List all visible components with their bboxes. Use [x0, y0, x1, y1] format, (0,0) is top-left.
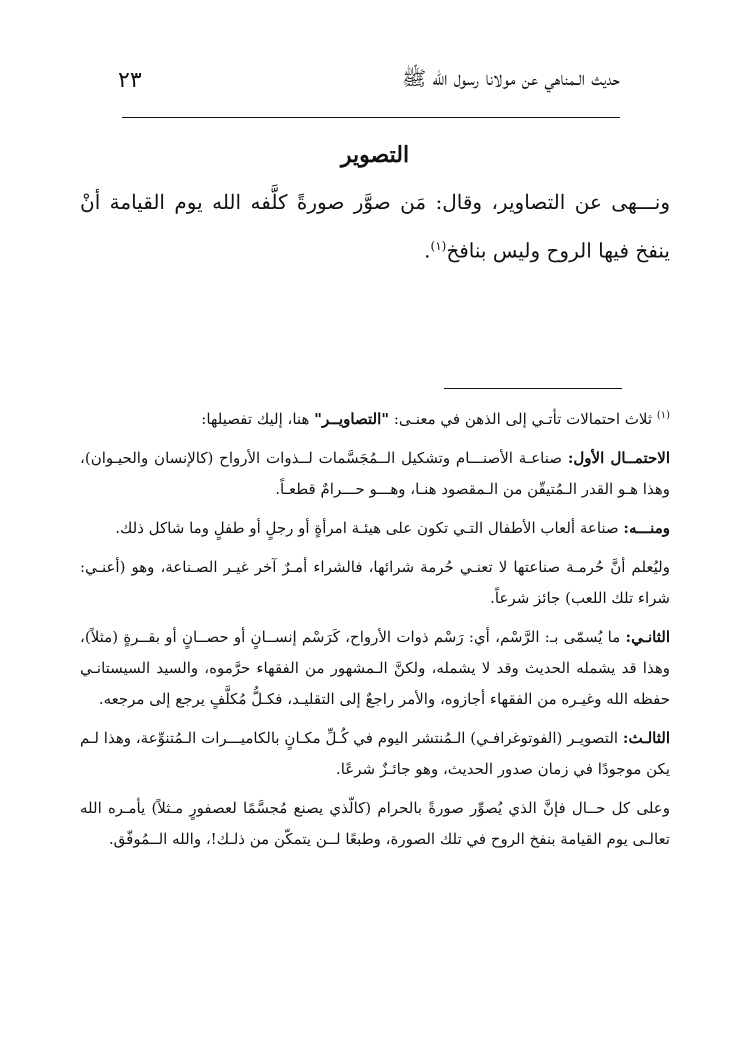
running-title: حديث الـمناهي عن مولانا رسول الله ﷺ [401, 65, 620, 90]
footnote-intro-after: هنا، إليك تفصيلها: [201, 410, 315, 428]
main-text-end: . [424, 238, 431, 263]
section-title: التصوير [340, 142, 410, 168]
footnote-third-text: وليُعلم أنَّ حُرمـة صناعتها لا تعنـي حُرمة شرائها، فالشراء أمـرٌ آخر غيـر الصـناعة، وهو (أعنـي: شراء تلك اللعب) جائز شرعاً. [80, 558, 670, 607]
footnote-fifth-text: التصويـر (الفوتوغرافـي) الـمُنتشر اليوم في كُـلِّ مكـانٍ بالكاميـــرات الـمُتنوِّعة، وهذا لـم يكن موجودًا في زمان صدور الحديث، وهو جائـزٌ شرعًا. [80, 729, 670, 778]
footnote-first-label: الاحتمــال الأول: [567, 449, 670, 467]
footnote-paragraph-second [80, 513, 670, 544]
footnote-paragraph-fourth [80, 622, 670, 715]
main-text-body: ونـــهى عن التصاوير، وقال: مَن صوَّر صورةً كلَّفه الله يوم القيامة أنْ ينفخ فيها الروح وليس بنافخ [80, 190, 670, 263]
footnote-sixth-text: وعلى كل حــال فإنَّ الذي يُصوِّر صورةً بالحرام (كالّذي يصنع مُجسَّمًا لعصفورٍ مـثلاً) يأمـره الله تعالـى يوم القيامة بنفخ الروح في تلك الصورة، وطبعًا لــن يتمكّن من ذلـك!، والله الــمُوفّق. [80, 799, 670, 848]
footnote-second-text: صناعة ألعاب الأطفال التـي تكون على هيئـة امرأةٍ أو رجلٍ أو طفلٍ وما شاكل ذلك. [115, 519, 624, 537]
footnotes [80, 400, 670, 863]
page-number: ٢٣ [118, 67, 142, 93]
footnote-first-text: صناعـة الأصنـــام وتشكيل الــمُجَسَّمات لــذوات الأرواح (كالإنسان والحيـوان)، وهذا هـو القدر الـمُتيقّن من الـمقصود هنـا، وهـــو حـــرامٌ قطعـاً. [80, 449, 670, 498]
footnote-paragraph-fifth [80, 723, 670, 785]
main-text [80, 180, 670, 273]
footnote-reference[interactable]: (١) [430, 239, 447, 253]
footnote-marker: (١) [656, 410, 670, 421]
footnote-paragraph-third [80, 552, 670, 614]
footnote-fourth-text: ما يُسمّى بـ: الرَّسْم، أي: رَسْم ذوات الأرواح، كَرَسْم إنســانٍ أو حصــانٍ أو بقــرةٍ (مثلاً)، وهذا قد يشمله الحديث وقد لا يشمله، ولكنَّ الـمشهور من الفقهاء حرَّموه، والسيد السيستانـي حفظه الله وغيـره من الفقهاء أجازوه، والأمر راجعٌ إلى التقليـد، فكـلُّ مُكلَّفٍ يرجع إلى مرجعه. [80, 628, 670, 708]
footnote-paragraph-sixth [80, 793, 670, 855]
footnote-intro-before: ثلاث احتمالات تأتـي إلى الذهن في معنـى: [389, 410, 653, 428]
footnote-second-label: ومنـــه: [623, 519, 670, 537]
footnote-intro [80, 400, 670, 435]
footnote-separator [444, 388, 622, 389]
header-rule [122, 117, 620, 118]
footnote-fourth-label: الثانـي: [625, 628, 670, 646]
footnote-paragraph-first [80, 443, 670, 505]
page-header [118, 60, 620, 100]
footnote-intro-term: "التصاويــر" [314, 410, 390, 428]
footnote-fifth-label: الثالـث: [622, 729, 670, 747]
